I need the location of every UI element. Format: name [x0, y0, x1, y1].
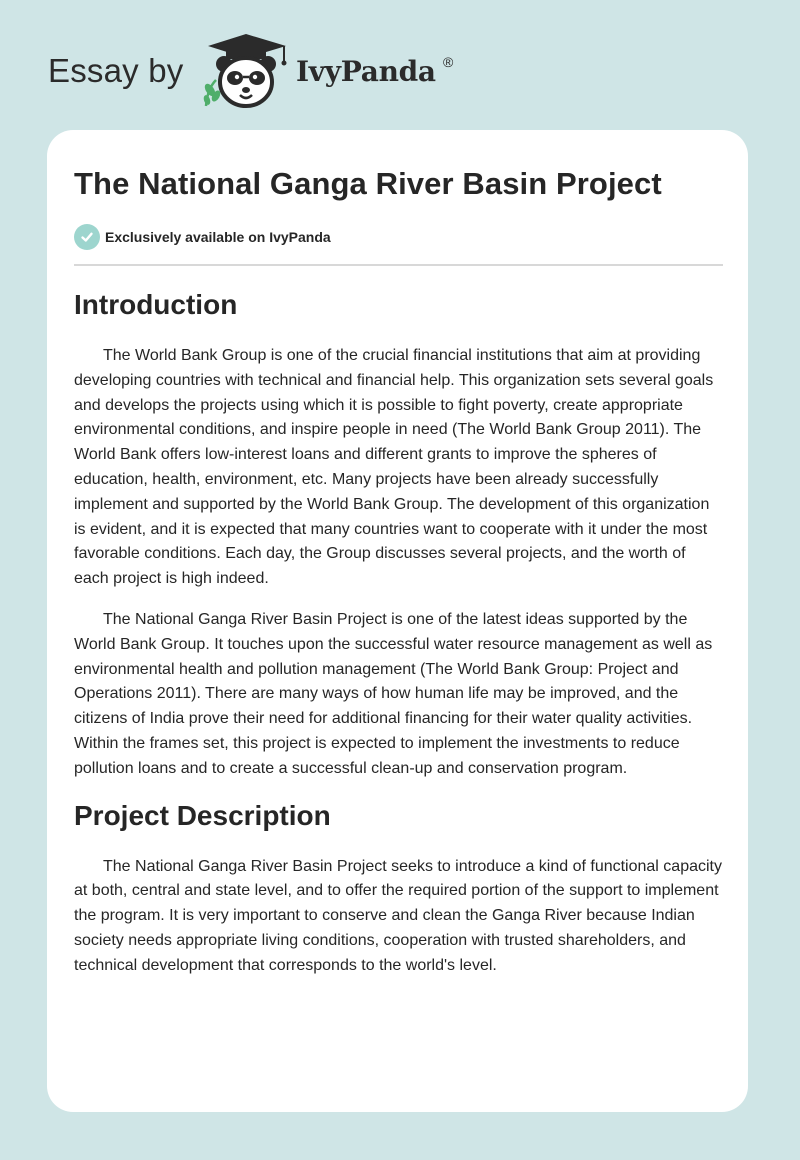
paragraph: The National Ganga River Basin Project is one of the latest ideas supported by the World Bank Group. It touches upon the successful water resource management as well as environmental health and pollution management (The World Bank Group: Project and Operations 2011). There are many ways of how human life may be improved, and the citizens of India prove their need for additional financing for their water quality activities. Within the frames set, this project is expected to implement the investments to reduce pollution loans and to create a successful clean-up and conservation program. — [74, 610, 713, 777]
brand-name[interactable]: IvyPanda — [296, 55, 436, 88]
panda-graduate-logo-icon[interactable] — [200, 32, 292, 110]
check-circle-icon — [74, 224, 100, 250]
exclusive-badge — [74, 223, 722, 251]
page-title: The National Ganga River Basin Project — [74, 166, 662, 201]
paragraph: The National Ganga River Basin Project seeks to introduce a kind of functional capacity at both, central and state level, and to offer the required portion of the support to implement the program. It is very important to conserve and clean the Ganga River because Indian society needs appropriate living conditions, cooperation with trusted shareholders, and technical development that corresponds to the world's level. — [74, 857, 722, 974]
essay-card — [47, 130, 748, 1112]
registered-mark: ® — [443, 54, 454, 70]
exclusive-badge-label: Exclusively available on IvyPanda — [105, 229, 331, 245]
section-heading-project-description: Project Description — [74, 799, 331, 831]
essay-by-label: Essay by — [48, 52, 184, 89]
title-divider — [74, 264, 723, 266]
paragraph: The World Bank Group is one of the crucial financial institutions that aim at providing developing countries with technical and financial help. This organization sets several goals and develops the projects using which it is possible to fight poverty, create appropriate environmental conditions, and inspire people in need (The World Bank Group 2011). The World Bank offers low-interest loans and different grants to improve the spheres of education, health, environment, etc. Many projects have been already successfully implement and supported by the World Bank Group. The development of this organization is evident, and it is expected that many countries want to cooperate with it under the most favorable conditions. Each day, the Group discusses several projects, and the worth of each project is high indeed. — [74, 347, 714, 588]
site-header — [0, 0, 800, 120]
section-heading-introduction: Introduction — [74, 289, 238, 320]
